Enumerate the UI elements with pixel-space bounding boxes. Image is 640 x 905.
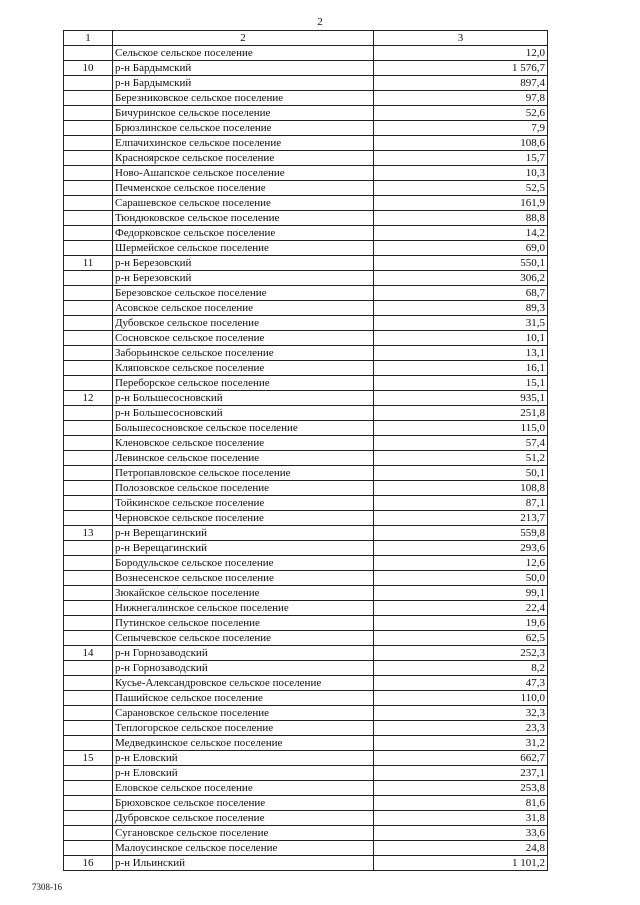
row-number-cell xyxy=(64,241,113,256)
row-number-cell: 14 xyxy=(64,646,113,661)
municipality-name-cell: Переборское сельское поселение xyxy=(113,376,374,391)
amount-cell: 161,9 xyxy=(374,196,548,211)
table-row xyxy=(64,631,548,646)
amount-cell: 662,7 xyxy=(374,751,548,766)
row-number-cell xyxy=(64,106,113,121)
row-number-cell xyxy=(64,691,113,706)
amount-cell: 97,8 xyxy=(374,91,548,106)
amount-cell: 935,1 xyxy=(374,391,548,406)
municipality-name-cell: Дубровское сельское поселение xyxy=(113,811,374,826)
amount-cell: 31,2 xyxy=(374,736,548,751)
amount-cell: 7,9 xyxy=(374,121,548,136)
municipality-name-cell: Еловское сельское поселение xyxy=(113,781,374,796)
row-number-cell xyxy=(64,616,113,631)
municipality-name-cell: р-н Березовский xyxy=(113,256,374,271)
amount-cell: 52,6 xyxy=(374,106,548,121)
row-number-cell xyxy=(64,451,113,466)
row-number-cell xyxy=(64,211,113,226)
table-row xyxy=(64,256,548,271)
municipality-name-cell: Сосновское сельское поселение xyxy=(113,331,374,346)
table-row xyxy=(64,241,548,256)
row-number-cell xyxy=(64,136,113,151)
amount-cell: 897,4 xyxy=(374,76,548,91)
amount-cell: 559,8 xyxy=(374,526,548,541)
row-number-cell: 10 xyxy=(64,61,113,76)
municipality-name-cell: р-н Березовский xyxy=(113,271,374,286)
row-number-cell: 12 xyxy=(64,391,113,406)
amount-cell: 15,1 xyxy=(374,376,548,391)
row-number-cell xyxy=(64,346,113,361)
row-number-cell: 15 xyxy=(64,751,113,766)
row-number-cell xyxy=(64,91,113,106)
row-number-cell xyxy=(64,811,113,826)
municipality-name-cell: Заборьинское сельское поселение xyxy=(113,346,374,361)
amount-cell: 57,4 xyxy=(374,436,548,451)
table-header xyxy=(64,31,548,46)
row-number-cell xyxy=(64,331,113,346)
row-number-cell xyxy=(64,151,113,166)
row-number-cell: 11 xyxy=(64,256,113,271)
table-row xyxy=(64,496,548,511)
table-row xyxy=(64,91,548,106)
row-number-cell: 13 xyxy=(64,526,113,541)
amount-cell: 14,2 xyxy=(374,226,548,241)
row-number-cell xyxy=(64,706,113,721)
municipality-name-cell: р-н Еловский xyxy=(113,766,374,781)
table-row xyxy=(64,796,548,811)
amount-cell: 50,0 xyxy=(374,571,548,586)
table-row xyxy=(64,721,548,736)
row-number-cell xyxy=(64,121,113,136)
row-number-cell xyxy=(64,286,113,301)
row-number-cell xyxy=(64,196,113,211)
row-number-cell xyxy=(64,571,113,586)
municipality-name-cell: Полозовское сельское поселение xyxy=(113,481,374,496)
table-row xyxy=(64,316,548,331)
row-number-cell xyxy=(64,316,113,331)
row-number-cell xyxy=(64,421,113,436)
row-number-cell xyxy=(64,76,113,91)
amount-cell: 51,2 xyxy=(374,451,548,466)
amount-cell: 62,5 xyxy=(374,631,548,646)
row-number-cell xyxy=(64,766,113,781)
table-row xyxy=(64,151,548,166)
table-row xyxy=(64,661,548,676)
amount-cell: 1 576,7 xyxy=(374,61,548,76)
municipality-name-cell: Красноярское сельское поселение xyxy=(113,151,374,166)
municipality-name-cell: Березовское сельское поселение xyxy=(113,286,374,301)
municipality-name-cell: Сельское сельское поселение xyxy=(113,46,374,61)
amount-cell: 108,6 xyxy=(374,136,548,151)
table-row xyxy=(64,481,548,496)
table-row xyxy=(64,691,548,706)
municipality-name-cell: Путинское сельское поселение xyxy=(113,616,374,631)
row-number-cell xyxy=(64,406,113,421)
amount-cell: 31,5 xyxy=(374,316,548,331)
amount-cell: 88,8 xyxy=(374,211,548,226)
municipality-name-cell: Зюкайское сельское поселение xyxy=(113,586,374,601)
table-row xyxy=(64,826,548,841)
municipality-name-cell: р-н Горнозаводский xyxy=(113,646,374,661)
amount-cell: 10,1 xyxy=(374,331,548,346)
municipality-name-cell: Малоусинское сельское поселение xyxy=(113,841,374,856)
table-row xyxy=(64,466,548,481)
table-row xyxy=(64,571,548,586)
table-row xyxy=(64,166,548,181)
table-row xyxy=(64,121,548,136)
municipality-name-cell: Дубовское сельское поселение xyxy=(113,316,374,331)
amount-cell: 252,3 xyxy=(374,646,548,661)
table-row xyxy=(64,271,548,286)
municipality-name-cell: Березниковское сельское поселение xyxy=(113,91,374,106)
municipality-name-cell: Вознесенское сельское поселение xyxy=(113,571,374,586)
table-body xyxy=(64,46,548,871)
amount-cell: 87,1 xyxy=(374,496,548,511)
amount-cell: 115,0 xyxy=(374,421,548,436)
municipality-name-cell: Елпачихинское сельское поселение xyxy=(113,136,374,151)
municipality-name-cell: Тюндюковское сельское поселение xyxy=(113,211,374,226)
table-row xyxy=(64,556,548,571)
municipality-name-cell: Брюзлинское сельское поселение xyxy=(113,121,374,136)
table-row xyxy=(64,346,548,361)
row-number-cell xyxy=(64,496,113,511)
amount-cell: 8,2 xyxy=(374,661,548,676)
amount-cell: 50,1 xyxy=(374,466,548,481)
amount-cell: 12,0 xyxy=(374,46,548,61)
municipality-name-cell: Петропавловское сельское поселение xyxy=(113,466,374,481)
amount-cell: 13,1 xyxy=(374,346,548,361)
amount-cell: 550,1 xyxy=(374,256,548,271)
amount-cell: 99,1 xyxy=(374,586,548,601)
table-row xyxy=(64,841,548,856)
row-number-cell xyxy=(64,721,113,736)
table-row xyxy=(64,136,548,151)
municipality-name-cell: р-н Верещагинский xyxy=(113,541,374,556)
municipality-name-cell: Теплогорское сельское поселение xyxy=(113,721,374,736)
table-row xyxy=(64,376,548,391)
data-table xyxy=(63,30,548,871)
municipality-name-cell: Брюховское сельское поселение xyxy=(113,796,374,811)
row-number-cell xyxy=(64,511,113,526)
table-row xyxy=(64,181,548,196)
municipality-name-cell: Пашийское сельское поселение xyxy=(113,691,374,706)
row-number-cell xyxy=(64,736,113,751)
municipality-name-cell: р-н Ильинский xyxy=(113,856,374,871)
row-number-cell xyxy=(64,841,113,856)
header-col-name: 2 xyxy=(113,31,374,46)
amount-cell: 306,2 xyxy=(374,271,548,286)
amount-cell: 110,0 xyxy=(374,691,548,706)
municipality-name-cell: р-н Большесосновский xyxy=(113,406,374,421)
municipality-name-cell: Сарановское сельское поселение xyxy=(113,706,374,721)
amount-cell: 47,3 xyxy=(374,676,548,691)
row-number-cell xyxy=(64,481,113,496)
municipality-name-cell: Тойкинское сельское поселение xyxy=(113,496,374,511)
row-number-cell xyxy=(64,781,113,796)
row-number-cell xyxy=(64,541,113,556)
municipality-name-cell: Медведкинское сельское поселение xyxy=(113,736,374,751)
amount-cell: 89,3 xyxy=(374,301,548,316)
municipality-name-cell: Большесосновское сельское поселение xyxy=(113,421,374,436)
table-row xyxy=(64,526,548,541)
municipality-name-cell: Федорковское сельское поселение xyxy=(113,226,374,241)
table-row xyxy=(64,541,548,556)
amount-cell: 32,3 xyxy=(374,706,548,721)
amount-cell: 10,3 xyxy=(374,166,548,181)
amount-cell: 24,8 xyxy=(374,841,548,856)
amount-cell: 108,8 xyxy=(374,481,548,496)
table-row xyxy=(64,46,548,61)
amount-cell: 15,7 xyxy=(374,151,548,166)
municipality-name-cell: р-н Бардымский xyxy=(113,76,374,91)
table-row xyxy=(64,736,548,751)
table-row xyxy=(64,781,548,796)
municipality-name-cell: Черновское сельское поселение xyxy=(113,511,374,526)
table-row xyxy=(64,706,548,721)
amount-cell: 68,7 xyxy=(374,286,548,301)
municipality-name-cell: Ново-Ашапское сельское поселение xyxy=(113,166,374,181)
municipality-name-cell: Бородульское сельское поселение xyxy=(113,556,374,571)
municipality-name-cell: р-н Верещагинский xyxy=(113,526,374,541)
amount-cell: 237,1 xyxy=(374,766,548,781)
municipality-name-cell: Бичуринское сельское поселение xyxy=(113,106,374,121)
table-row xyxy=(64,766,548,781)
table-row xyxy=(64,511,548,526)
header-row xyxy=(64,31,548,46)
table-row xyxy=(64,76,548,91)
row-number-cell xyxy=(64,661,113,676)
amount-cell: 19,6 xyxy=(374,616,548,631)
row-number-cell xyxy=(64,631,113,646)
municipality-name-cell: Кусье-Александровское сельское поселение xyxy=(113,676,374,691)
table-row xyxy=(64,751,548,766)
row-number-cell xyxy=(64,181,113,196)
table-row xyxy=(64,811,548,826)
table-row xyxy=(64,646,548,661)
row-number-cell xyxy=(64,826,113,841)
municipality-name-cell: Кляповское сельское поселение xyxy=(113,361,374,376)
row-number-cell xyxy=(64,586,113,601)
table-row xyxy=(64,421,548,436)
municipality-name-cell: Сепычевское сельское поселение xyxy=(113,631,374,646)
row-number-cell xyxy=(64,676,113,691)
amount-cell: 31,8 xyxy=(374,811,548,826)
table-row xyxy=(64,106,548,121)
row-number-cell xyxy=(64,376,113,391)
header-col-number: 1 xyxy=(64,31,113,46)
row-number-cell xyxy=(64,271,113,286)
municipality-name-cell: Сугановское сельское поселение xyxy=(113,826,374,841)
table-row xyxy=(64,451,548,466)
table-row xyxy=(64,286,548,301)
table-row xyxy=(64,61,548,76)
footer-code: 7308-16 xyxy=(32,882,62,892)
table-row xyxy=(64,586,548,601)
row-number-cell xyxy=(64,166,113,181)
row-number-cell xyxy=(64,46,113,61)
row-number-cell xyxy=(64,436,113,451)
table-row xyxy=(64,226,548,241)
municipality-name-cell: Печменское сельское поселение xyxy=(113,181,374,196)
amount-cell: 16,1 xyxy=(374,361,548,376)
table-row xyxy=(64,331,548,346)
row-number-cell xyxy=(64,466,113,481)
municipality-name-cell: Левинское сельское поселение xyxy=(113,451,374,466)
municipality-name-cell: Асовское сельское поселение xyxy=(113,301,374,316)
amount-cell: 1 101,2 xyxy=(374,856,548,871)
row-number-cell xyxy=(64,601,113,616)
amount-cell: 213,7 xyxy=(374,511,548,526)
row-number-cell xyxy=(64,796,113,811)
municipality-name-cell: Шермейское сельское поселение xyxy=(113,241,374,256)
amount-cell: 52,5 xyxy=(374,181,548,196)
amount-cell: 22,4 xyxy=(374,601,548,616)
page-number: 2 xyxy=(317,16,323,28)
table-row xyxy=(64,676,548,691)
municipality-name-cell: р-н Большесосновский xyxy=(113,391,374,406)
amount-cell: 253,8 xyxy=(374,781,548,796)
table-row xyxy=(64,601,548,616)
municipality-name-cell: Сарашевское сельское поселение xyxy=(113,196,374,211)
table-row xyxy=(64,391,548,406)
amount-cell: 69,0 xyxy=(374,241,548,256)
municipality-name-cell: р-н Бардымский xyxy=(113,61,374,76)
row-number-cell xyxy=(64,361,113,376)
amount-cell: 33,6 xyxy=(374,826,548,841)
table-row xyxy=(64,196,548,211)
table-row xyxy=(64,856,548,871)
table-row xyxy=(64,211,548,226)
table-row xyxy=(64,436,548,451)
row-number-cell xyxy=(64,556,113,571)
municipality-name-cell: Кленовское сельское поселение xyxy=(113,436,374,451)
row-number-cell: 16 xyxy=(64,856,113,871)
amount-cell: 251,8 xyxy=(374,406,548,421)
table-row xyxy=(64,361,548,376)
row-number-cell xyxy=(64,226,113,241)
table-row xyxy=(64,301,548,316)
header-col-value: 3 xyxy=(374,31,548,46)
amount-cell: 293,6 xyxy=(374,541,548,556)
table-row xyxy=(64,406,548,421)
amount-cell: 81,6 xyxy=(374,796,548,811)
municipality-name-cell: Нижнегалинское сельское поселение xyxy=(113,601,374,616)
municipality-name-cell: р-н Горнозаводский xyxy=(113,661,374,676)
row-number-cell xyxy=(64,301,113,316)
amount-cell: 12,6 xyxy=(374,556,548,571)
municipality-name-cell: р-н Еловский xyxy=(113,751,374,766)
amount-cell: 23,3 xyxy=(374,721,548,736)
table-row xyxy=(64,616,548,631)
